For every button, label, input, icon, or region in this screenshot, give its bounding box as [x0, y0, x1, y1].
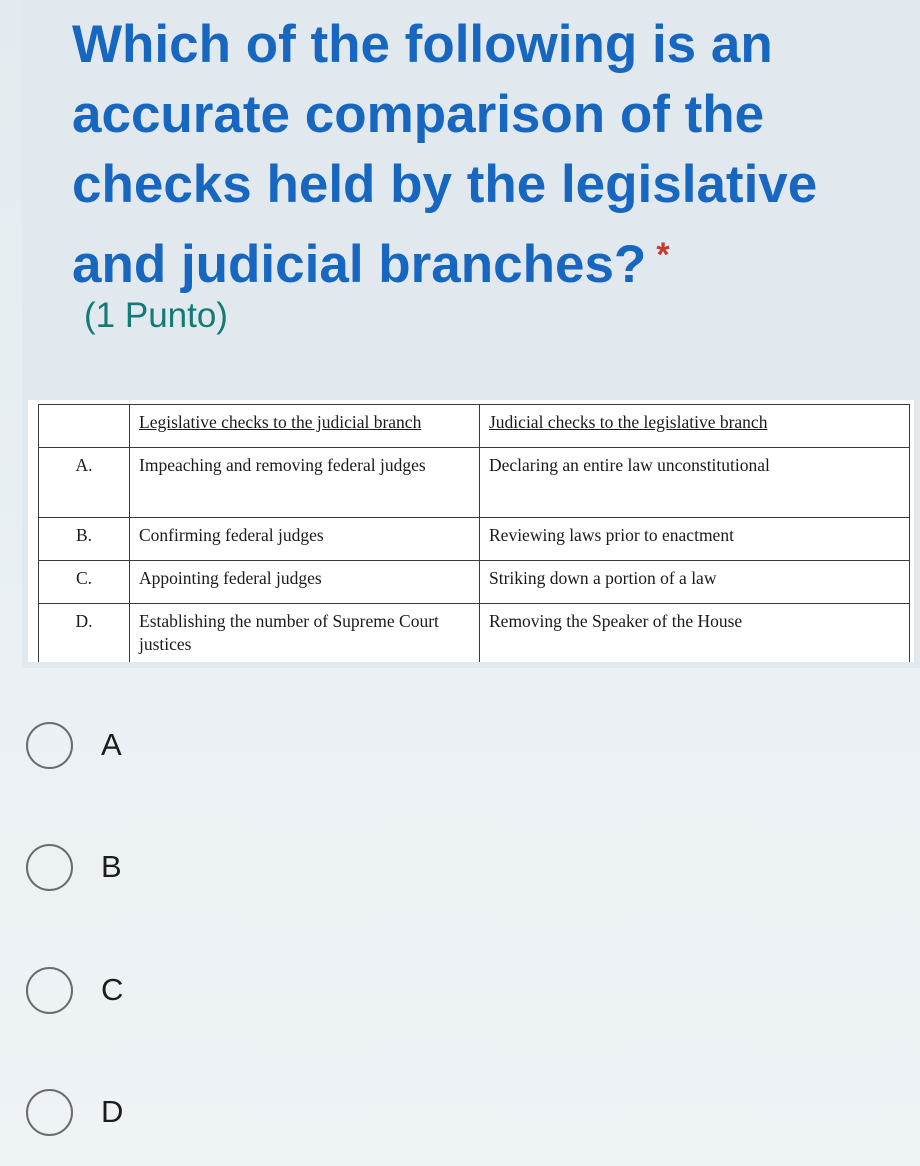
- radio-button-b[interactable]: [26, 844, 73, 891]
- table-header-row: [39, 405, 910, 448]
- option-d-label: D: [101, 1094, 124, 1129]
- row-letter: D.: [39, 604, 130, 663]
- option-d[interactable]: [26, 1088, 123, 1136]
- row-judicial-check: Removing the Speaker of the House: [480, 604, 910, 663]
- row-legislative-check: Appointing federal judges: [130, 561, 480, 604]
- table-row: [39, 518, 910, 561]
- table-row: [39, 604, 910, 663]
- option-b-label: B: [101, 849, 122, 884]
- radio-button-d[interactable]: [26, 1089, 73, 1136]
- question-text: Which of the following is an accurate comparison of the checks held by the legislative and judicial branches?: [72, 15, 818, 294]
- option-a-label: A: [101, 727, 122, 762]
- question-image: [28, 400, 914, 662]
- row-legislative-check: Impeaching and removing federal judges: [130, 448, 480, 518]
- option-b[interactable]: [26, 843, 122, 891]
- option-c[interactable]: [26, 966, 123, 1014]
- radio-button-c[interactable]: [26, 967, 73, 1014]
- row-legislative-check: Confirming federal judges: [130, 518, 480, 561]
- header-cell-letter: [39, 405, 130, 448]
- option-a[interactable]: [26, 721, 122, 769]
- table-row: [39, 448, 910, 518]
- option-c-label: C: [101, 972, 124, 1007]
- row-judicial-check: Reviewing laws prior to enactment: [480, 518, 910, 561]
- table-row: [39, 561, 910, 604]
- checks-table: [38, 404, 910, 662]
- radio-button-a[interactable]: [26, 722, 73, 769]
- row-letter: C.: [39, 561, 130, 604]
- row-letter: A.: [39, 448, 130, 518]
- row-judicial-check: Striking down a portion of a law: [480, 561, 910, 604]
- row-letter: B.: [39, 518, 130, 561]
- question-title: [72, 10, 902, 300]
- required-marker: *: [656, 236, 670, 274]
- header-cell-judicial: Judicial checks to the legislative branch: [480, 405, 910, 448]
- question-points: (1 Punto): [84, 296, 228, 335]
- row-judicial-check: Declaring an entire law unconstitutional: [480, 448, 910, 518]
- header-cell-legislative: Legislative checks to the judicial branch: [130, 405, 480, 448]
- row-legislative-check: Establishing the number of Supreme Court justices: [130, 604, 480, 663]
